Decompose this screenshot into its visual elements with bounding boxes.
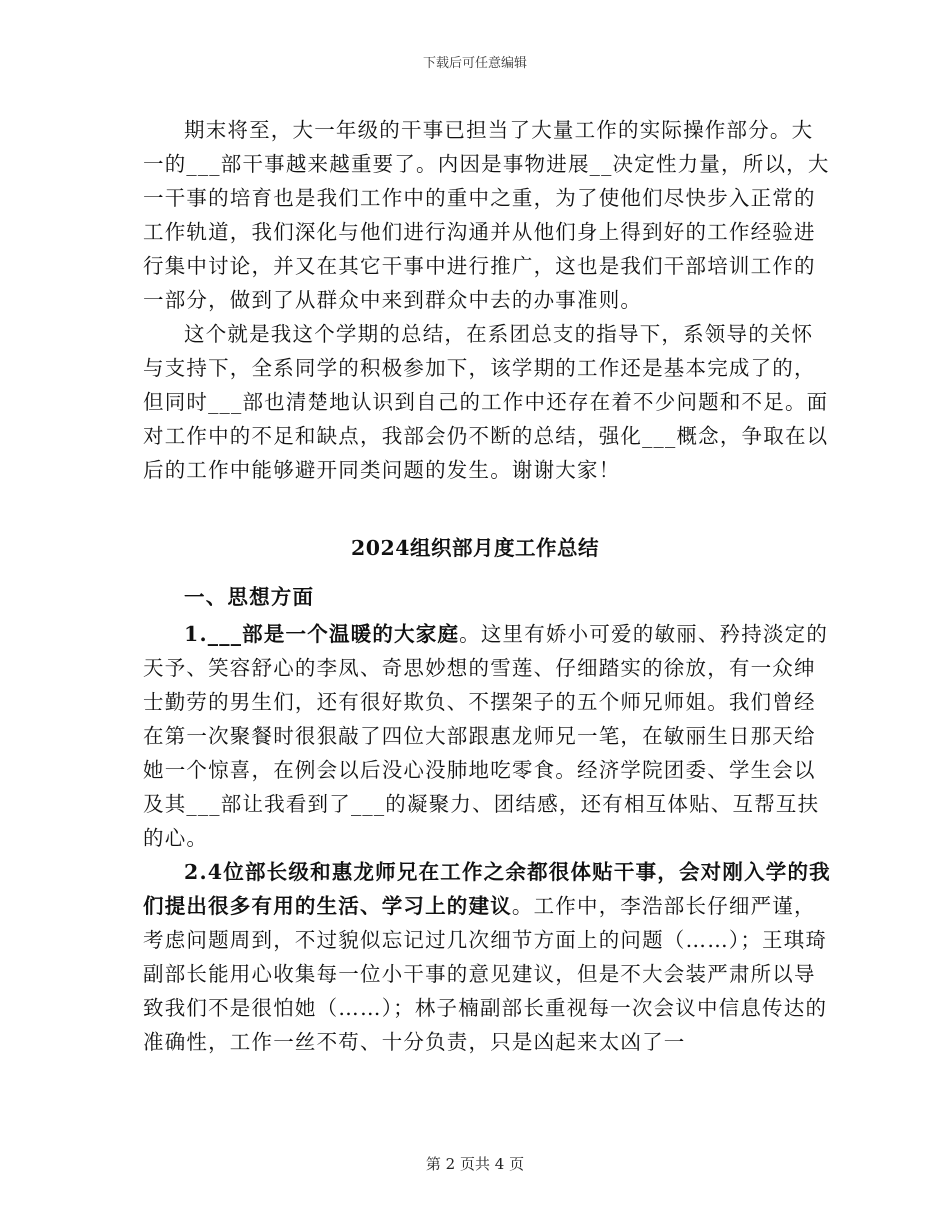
body-text-top [143, 113, 833, 487]
section-heading-1: 一、思想方面 [184, 585, 315, 609]
document-title: 2024组织部月度工作总结 [350, 536, 600, 560]
list-item-1 [143, 617, 833, 855]
list-item-1-text: 。这里有娇小可爱的敏丽、矜持淡定的天予、笑容舒心的李凤、奇思妙想的雪莲、仔细踏实的徐放，有一众绅士勤劳的男生们，还有很好欺负、不摆架子的五个师兄师姐。我们曾经在第一次聚餐时很狠敲了四位大部跟惠龙师兄一笔，在敏丽生日那天给她一个惊喜，在例会以后没心没肺地吃零食。经济学院团委、学生会以及其___部让我看到了___的凝聚力、团结感，还有相互体贴、互帮互扶的心。 [143, 622, 829, 850]
list-item-2 [143, 855, 833, 1059]
paragraph-1: 期末将至，大一年级的干事已担当了大量工作的实际操作部分。大一的___部干事越来越重要了。内因是事物进展__决定性力量，所以，大一干事的培育也是我们工作中的重中之重，为了使他们尽快步入正常的工作轨道，我们深化与他们进行沟通并从他们身上得到好的工作经验进行集中讨论，并又在其它干事中进行推广，这也是我们干部培训工作的一部分，做到了从群众中来到群众中去的办事准则。 [143, 118, 830, 312]
list-item-2-text: 。工作中，李浩部长仔细严谨，考虑问题周到，不过貌似忘记过几次细节方面上的问题（……）；王琪琦副部长能用心收集每一位小干事的意见建议，但是不大会装严肃所以导致我们不是很怕她（……）；林子楠副部长重视每一次会议中信息传达的准确性，工作一丝不苟、十分负责，只是凶起来太凶了一 [143, 894, 828, 1054]
page-header: 下载后可任意编辑 [422, 56, 527, 71]
paragraph-2: 这个就是我这个学期的总结，在系团总支的指导下，系领导的关怀与支持下，全系同学的积极参加下，该学期的工作还是基本完成了的，但同时___部也清楚地认识到自己的工作中还存在着不少问题和不足。面对工作中的不足和缺点，我部会仍不断的总结，强化___概念，争取在以后的工作中能够避开同类问题的发生。谢谢大家！ [143, 322, 829, 482]
page-footer: 第 2 页共 4 页 [425, 1155, 525, 1173]
list-item-1-lead: 1.___部是一个温暖的大家庭 [184, 622, 460, 646]
body-text-bottom [143, 617, 833, 1059]
list-item-2-lead: 2.4位部长级和惠龙师兄在工作之余都很体贴干事，会对刚入学的我们提出很多有用的生活、学习上的建议 [143, 860, 831, 918]
